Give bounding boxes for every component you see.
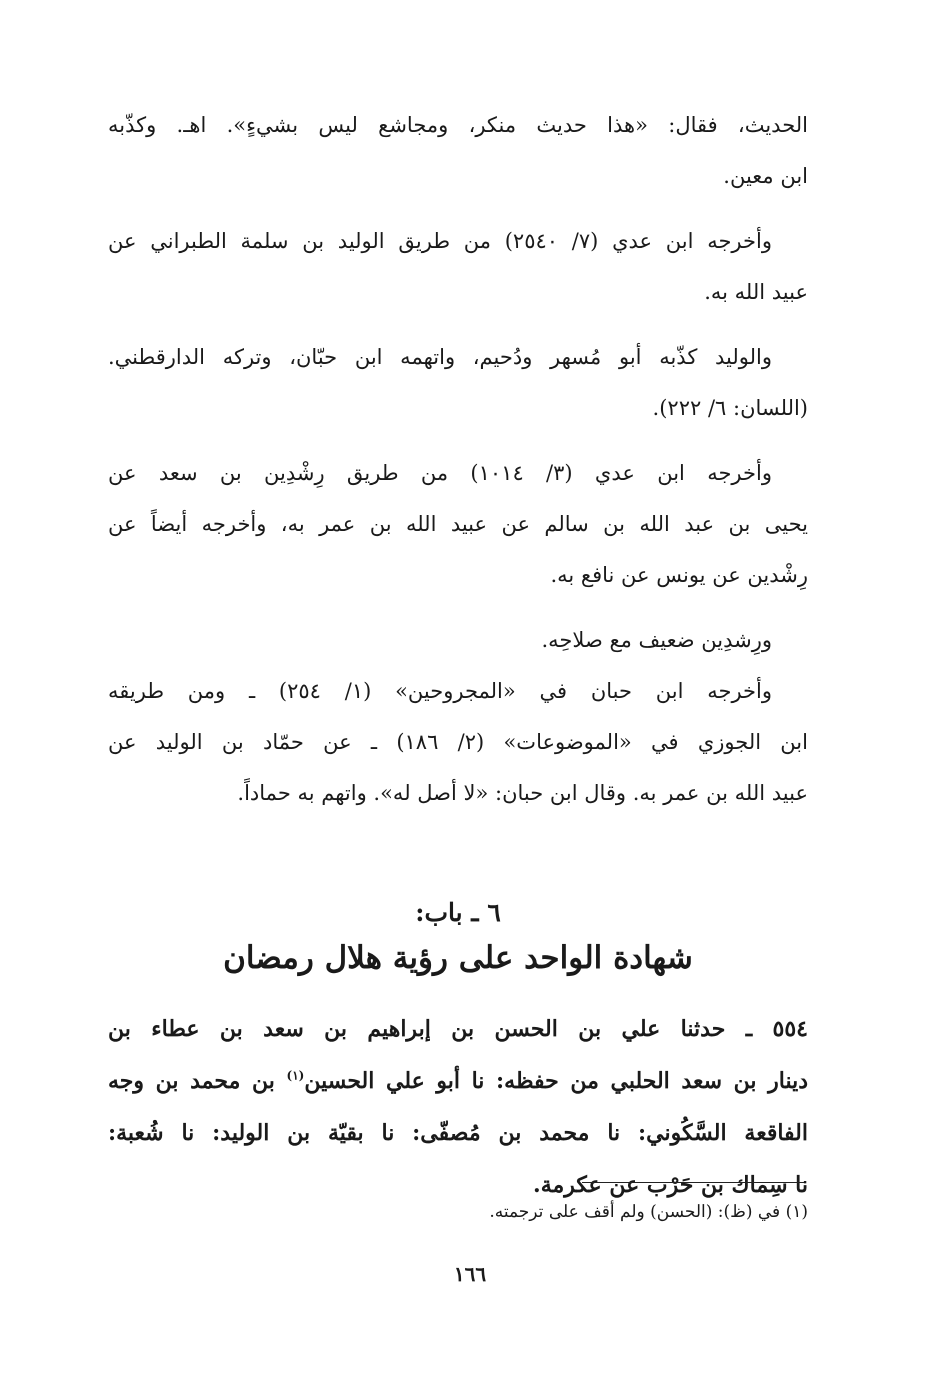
footnote-reference[interactable]: (١) <box>286 1068 305 1083</box>
text-line: عبيد الله به. <box>704 280 808 304</box>
paragraph-3 <box>108 332 808 434</box>
text-line: (اللسان: ٦/ ٢٢٢). <box>652 396 808 420</box>
hadith-line-part: دينار بن سعد الحلبي من حفظه: نا أبو علي الحسين <box>304 1068 809 1094</box>
text-line: وأخرجه ابن عدي (٣/ ١٠١٤) من طريق رِشْدِين بن سعد عن <box>108 461 772 485</box>
text-line: عبيد الله بن عمر به. وقال ابن حبان: «لا أصل له». واتهم به حماداً. <box>237 781 808 805</box>
hadith-line-part: بن محمد بن وجه <box>108 1068 287 1094</box>
hadith-line <box>108 1055 808 1107</box>
text-line: ابن معين. <box>723 164 808 188</box>
paragraph-4 <box>108 448 808 601</box>
text-line: يحيى بن عبد الله بن سالم عن عبيد الله بن عمر به، وأخرجه أيضاً عن <box>108 512 808 536</box>
hadith-text <box>108 1003 808 1211</box>
text-line: ورِشدِين ضعيف مع صلاحِه. <box>541 628 772 652</box>
footnote-divider <box>582 1182 804 1183</box>
text-line: والوليد كذّبه أبو مُسهر ودُحيم، واتهمه ابن حبّان، وتركه الدارقطني. <box>108 345 772 369</box>
paragraph-5 <box>108 615 808 666</box>
footnote: (١) في (ظ): (الحسن) ولم أقف على ترجمته. <box>489 1202 808 1222</box>
chapter-label: ٦ ـ باب: <box>415 898 501 927</box>
text-line: الحديث، فقال: «هذا حديث منكر، ومجاشع ليس بشيءٍ». اهـ. وكذّبه <box>108 113 808 137</box>
page-number: ١٦٦ <box>453 1262 487 1286</box>
paragraph-1 <box>108 100 808 202</box>
paragraph-6 <box>108 666 808 819</box>
page-body <box>108 100 808 1211</box>
chapter-title: شهادة الواحد على رؤية هلال رمضان <box>223 940 693 976</box>
hadith-line: الفاقعة السَّكُوني: نا محمد بن مُصفّى: نا بقيّة بن الوليد: نا شُعبة: <box>108 1120 808 1146</box>
text-line: رِشْدين عن يونس عن نافع به. <box>550 563 808 587</box>
text-line: ابن الجوزي في «الموضوعات» (٢/ ١٨٦) ـ عن حمّاد بن الوليد عن <box>108 730 808 754</box>
paragraph-2 <box>108 216 808 318</box>
chapter-heading <box>108 891 808 981</box>
text-line: وأخرجه ابن حبان في «المجروحين» (١/ ٢٥٤) ـ ومن طريقه <box>108 679 772 703</box>
text-line: وأخرجه ابن عدي (٧/ ٢٥٤٠) من طريق الوليد بن سلمة الطبراني عن <box>108 229 772 253</box>
hadith-line: ٥٥٤ ـ حدثنا علي بن الحسن بن إبراهيم بن سعد بن عطاء بن <box>108 1016 808 1042</box>
hadith-line: نا سِماك بن حَرْب عن عكرمة. <box>533 1172 808 1198</box>
